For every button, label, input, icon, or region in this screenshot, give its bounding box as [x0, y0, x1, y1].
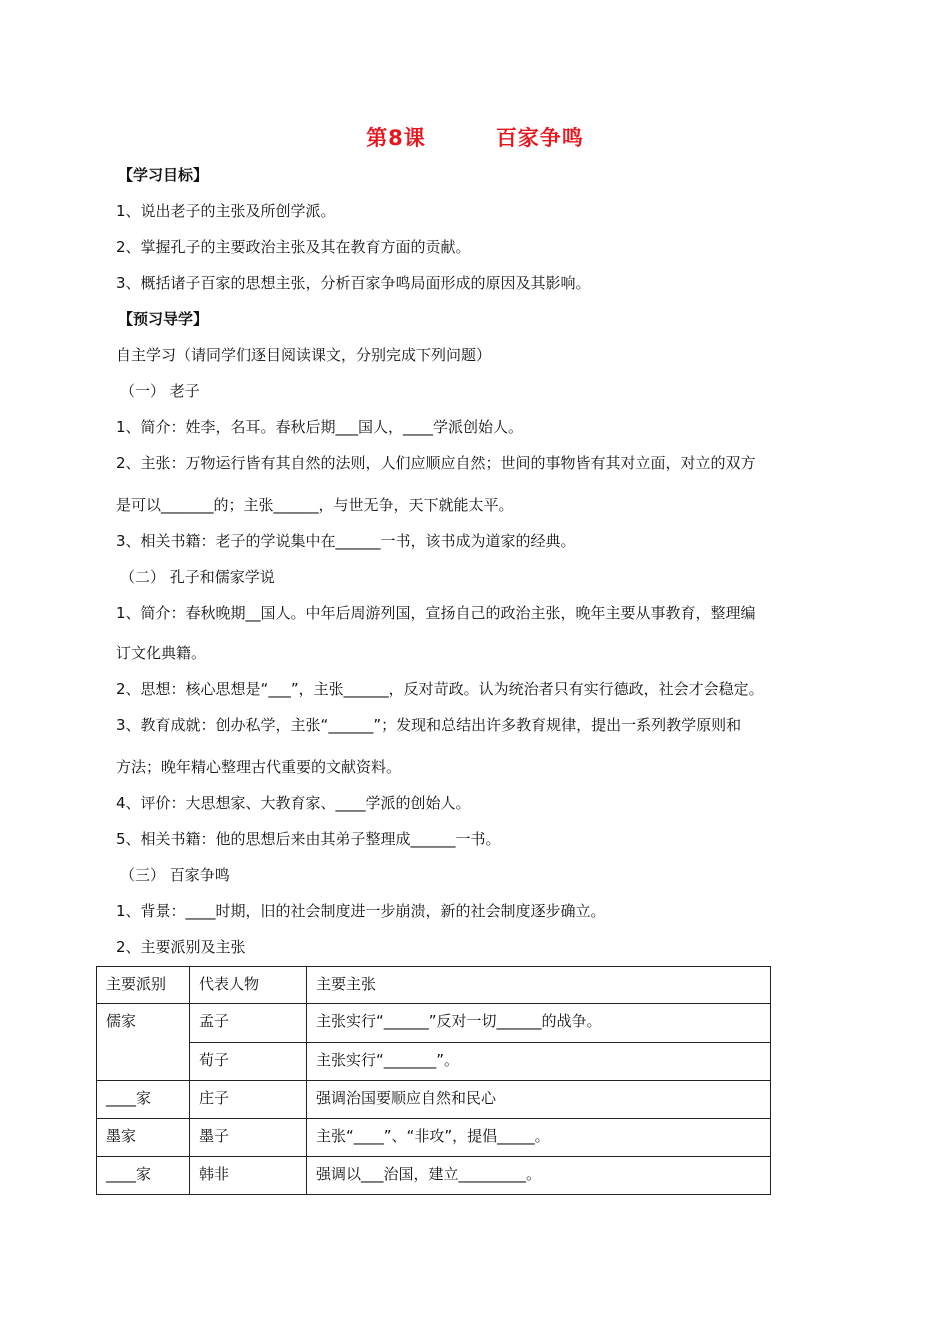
confucius-evaluation: 4、评价：大思想家、大教育家、____学派的创始人。 [116, 794, 471, 812]
objective-2: 2、掌握孔子的主要政治主张及其在教育方面的贡献。 [116, 238, 471, 256]
lesson-number: 第8课 [366, 126, 426, 150]
person-cell: 墨子 [190, 1119, 307, 1157]
section-heading-objectives: 【学习目标】 [118, 166, 209, 184]
person-cell: 荀子 [190, 1043, 307, 1081]
header-school: 主要派别 [97, 967, 190, 1004]
laozi-claim-line1: 2、主张：万物运行皆有其自然的法则，人们应顺应自然；世间的事物皆有其对立面，对立的双方 [116, 454, 756, 472]
claim-cell: 强调以___治国，建立_________。 [307, 1157, 771, 1195]
claim-cell: 主张实行“_______”。 [307, 1043, 771, 1081]
confucius-intro-line2: 订文化典籍。 [116, 644, 207, 662]
claim-cell: 主张实行“______”反对一切______的战争。 [307, 1004, 771, 1043]
subsection-laozi: （一） 老子 [120, 382, 200, 400]
hundred-schools-background: 1、背景：____时期，旧的社会制度进一步崩溃，新的社会制度逐步确立。 [116, 902, 606, 920]
table-row [97, 1157, 771, 1195]
page-title [0, 122, 950, 152]
confucius-education-line1: 3、教育成就：创办私学，主张“______”；发现和总结出许多教育规律，提出一系列教学原则和 [116, 716, 742, 734]
table-row [97, 1004, 771, 1043]
table-row [97, 1081, 771, 1119]
confucius-books: 5、相关书籍：他的思想后来由其弟子整理成______一书。 [116, 830, 501, 848]
subsection-hundred-schools: （三） 百家争鸣 [120, 866, 230, 884]
school-cell: 儒家 [97, 1004, 190, 1081]
confucius-thought: 2、思想：核心思想是“___”，主张______，反对苛政。认为统治者只有实行德政，社会才会稳定。 [116, 680, 764, 698]
section-heading-preview: 【预习导学】 [118, 310, 209, 328]
laozi-claim-line2: 是可以_______的；主张______，与世无争，天下就能太平。 [116, 496, 514, 514]
self-study-intro: 自主学习（请同学们逐目阅读课文，分别完成下列问题） [116, 346, 492, 364]
confucius-education-line2: 方法；晚年精心整理古代重要的文献资料。 [116, 758, 402, 776]
person-cell: 庄子 [190, 1081, 307, 1119]
header-person: 代表人物 [190, 967, 307, 1004]
table-row [97, 1043, 771, 1081]
header-claim: 主要主张 [307, 967, 771, 1004]
hundred-schools-table-caption: 2、主要派别及主张 [116, 938, 246, 956]
school-cell: ____家 [97, 1081, 190, 1119]
objective-3: 3、概括诸子百家的思想主张，分析百家争鸣局面形成的原因及其影响。 [116, 274, 591, 292]
person-cell: 孟子 [190, 1004, 307, 1043]
school-cell: 墨家 [97, 1119, 190, 1157]
laozi-intro: 1、简介：姓李，名耳。春秋后期___国人，____学派创始人。 [116, 418, 524, 436]
lesson-name: 百家争鸣 [495, 126, 584, 150]
table-header-row [97, 967, 771, 1004]
claim-cell: 强调治国要顺应自然和民心 [307, 1081, 771, 1119]
confucius-intro-line1: 1、简介：春秋晚期__国人。中年后周游列国，宣扬自己的政治主张，晚年主要从事教育，整理编 [116, 604, 756, 622]
claim-cell: 主张“____”、“非攻”，提倡_____。 [307, 1119, 771, 1157]
subsection-confucius: （二） 孔子和儒家学说 [120, 568, 275, 586]
person-cell: 韩非 [190, 1157, 307, 1195]
school-cell: ____家 [97, 1157, 190, 1195]
laozi-books: 3、相关书籍：老子的学说集中在______一书，该书成为道家的经典。 [116, 532, 576, 550]
objective-1: 1、说出老子的主张及所创学派。 [116, 202, 336, 220]
schools-table [96, 966, 771, 1195]
table-row [97, 1119, 771, 1157]
